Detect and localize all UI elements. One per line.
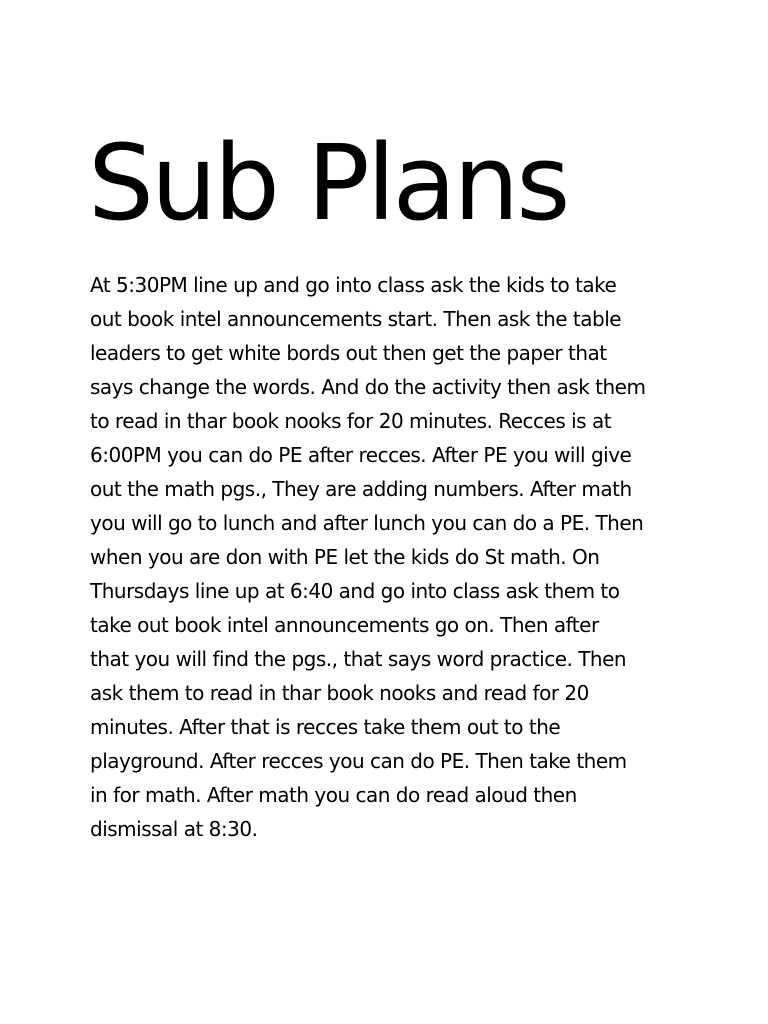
- document-title: Sub Plans: [88, 122, 568, 244]
- body-line: At 5:30PM line up and go into class ask the kids to take: [90, 273, 617, 297]
- body-line: 6:00PM you can do PE after recces. After PE you will give: [90, 443, 632, 467]
- body-line: ask them to read in thar book nooks and read for 20: [90, 681, 589, 705]
- body-line: in for math. After math you can do read aloud then: [90, 783, 577, 807]
- body-line: says change the words. And do the activity then ask them: [90, 375, 646, 399]
- body-line: minutes. After that is recces take them out to the: [90, 715, 561, 739]
- body-line: take out book intel announcements go on. Then after: [90, 613, 599, 637]
- body-line: leaders to get white bords out then get the paper that: [90, 341, 607, 365]
- body-line: playground. After recces you can do PE. Then take them: [90, 749, 627, 773]
- body-line: dismissal at 8:30.: [90, 817, 258, 841]
- body-line: when you are don with PE let the kids do St math. On: [90, 545, 600, 569]
- body-line: to read in thar book nooks for 20 minutes. Recces is at: [90, 409, 612, 433]
- document-body: [90, 268, 690, 846]
- body-line: that you will find the pgs., that says word practice. Then: [90, 647, 627, 671]
- body-line: you will go to lunch and after lunch you can do a PE. Then: [90, 511, 644, 535]
- body-line: out book intel announcements start. Then ask the table: [90, 307, 622, 331]
- body-line: Thursdays line up at 6:40 and go into class ask them to: [90, 579, 620, 603]
- body-line: out the math pgs., They are adding numbers. After math: [90, 477, 632, 501]
